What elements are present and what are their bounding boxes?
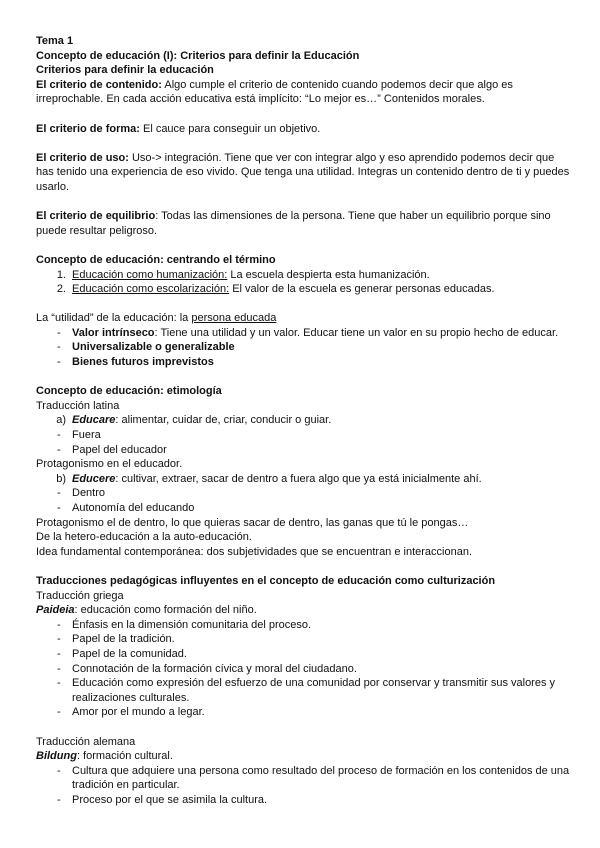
list-item: - Papel del educador (57, 443, 167, 456)
criterio-equilibrio: El criterio de equilibrio: Todas las dimensiones de la persona. Tiene que haber un equilibrio porque sino puede resultar peligroso. (36, 210, 551, 237)
list-item: - Educación como expresión del esfuerzo de una comunidad por conservar y transmitir sus valores y realizaciones culturales. (57, 677, 556, 704)
list-item: 1. Educación como humanización: La escuela despierta esta humanización. (56, 268, 430, 281)
section-heading-centrando: Concepto de educación: centrando el término (36, 253, 276, 266)
list-item: b) Educere: cultivar, extraer, sacar de dentro a fuera algo que ya está inicialmente ahí. (56, 472, 482, 485)
list-item: - Universalizable o generalizable (57, 341, 235, 354)
paragraph: Protagonismo el de dentro, lo que quieras sacar de dentro, las ganas que tú le pongas… (36, 516, 469, 529)
section-heading-traducciones: Traducciones pedagógicas influyentes en el concepto de educación como culturización (36, 574, 496, 587)
criterio-contenido: El criterio de contenido: Algo cumple el criterio de contenido cuando podemos decir que algo es irreprochable. En cada acción educativa está implícito: “Lo mejor es…” Contenidos morales. (36, 78, 513, 106)
list-item: - Autonomía del educando (57, 502, 195, 514)
paragraph: Protagonismo en el educador. (36, 458, 183, 471)
utilidad-intro: La “utilidad” de la educación: la persona educada (36, 312, 277, 325)
list-item: a) Educare: alimentar, cuidar de, criar, conducir o guiar. (56, 414, 332, 427)
traduccion-griega: Traducción griega (36, 589, 124, 602)
criterio-forma: El criterio de forma: El cauce para conseguir un objetivo. (36, 122, 321, 135)
tema-label: Tema 1 (36, 35, 74, 47)
paragraph: De la hetero-educación a la auto-educación. (36, 531, 252, 544)
list-item: - Cultura que adquiere una persona como resultado del proceso de formación en los contenidos de una tradición en particular. (57, 764, 570, 792)
paideia-definition: Paideia: educación como formación del niño. (36, 604, 257, 617)
traduccion-alemana: Traducción alemana (36, 735, 136, 748)
list-item: - Papel de la comunidad. (57, 647, 187, 660)
bildung-definition: Bildung: formación cultural. (36, 750, 173, 763)
list-item: - Valor intrínseco: Tiene una utilidad y un valor. Educar tiene un valor en su propio hecho de educar. (57, 326, 559, 339)
list-item: - Amor por el mundo a legar. (57, 706, 205, 719)
list-item: 2. Educación como escolarización: El valor de la escuela es generar personas educadas. (56, 283, 495, 296)
list-item: - Fuera (57, 429, 101, 442)
list-item: - Bienes futuros imprevistos (57, 356, 214, 369)
list-item: - Dentro (57, 487, 106, 500)
list-item: - Énfasis en la dimensión comunitaria del proceso. (57, 618, 312, 631)
paragraph: Idea fundamental contemporánea: dos subjetividades que se encuentran e interaccionan. (36, 545, 473, 558)
criterio-uso: El criterio de uso: Uso-> integración. Tiene que ver con integrar algo y eso aprendido podemos decir que has tenido una experiencia de eso vivido. Que tenga una utilidad. Integras un contenido dentro de ti y puedes usarlo. (36, 151, 570, 193)
list-item: - Connotación de la formación cívica y moral del ciudadano. (57, 662, 357, 675)
section-heading-etimologia: Concepto de educación: etimología (36, 385, 222, 398)
traduccion-latina: Traducción latina (36, 399, 120, 412)
section-heading-criterios: Criterios para definir la educación (36, 64, 214, 77)
list-item: - Proceso por el que se asimila la cultura. (57, 793, 268, 806)
document-title: Concepto de educación (I): Criterios para definir la Educación (36, 49, 360, 62)
list-item: - Papel de la tradición. (57, 633, 175, 646)
